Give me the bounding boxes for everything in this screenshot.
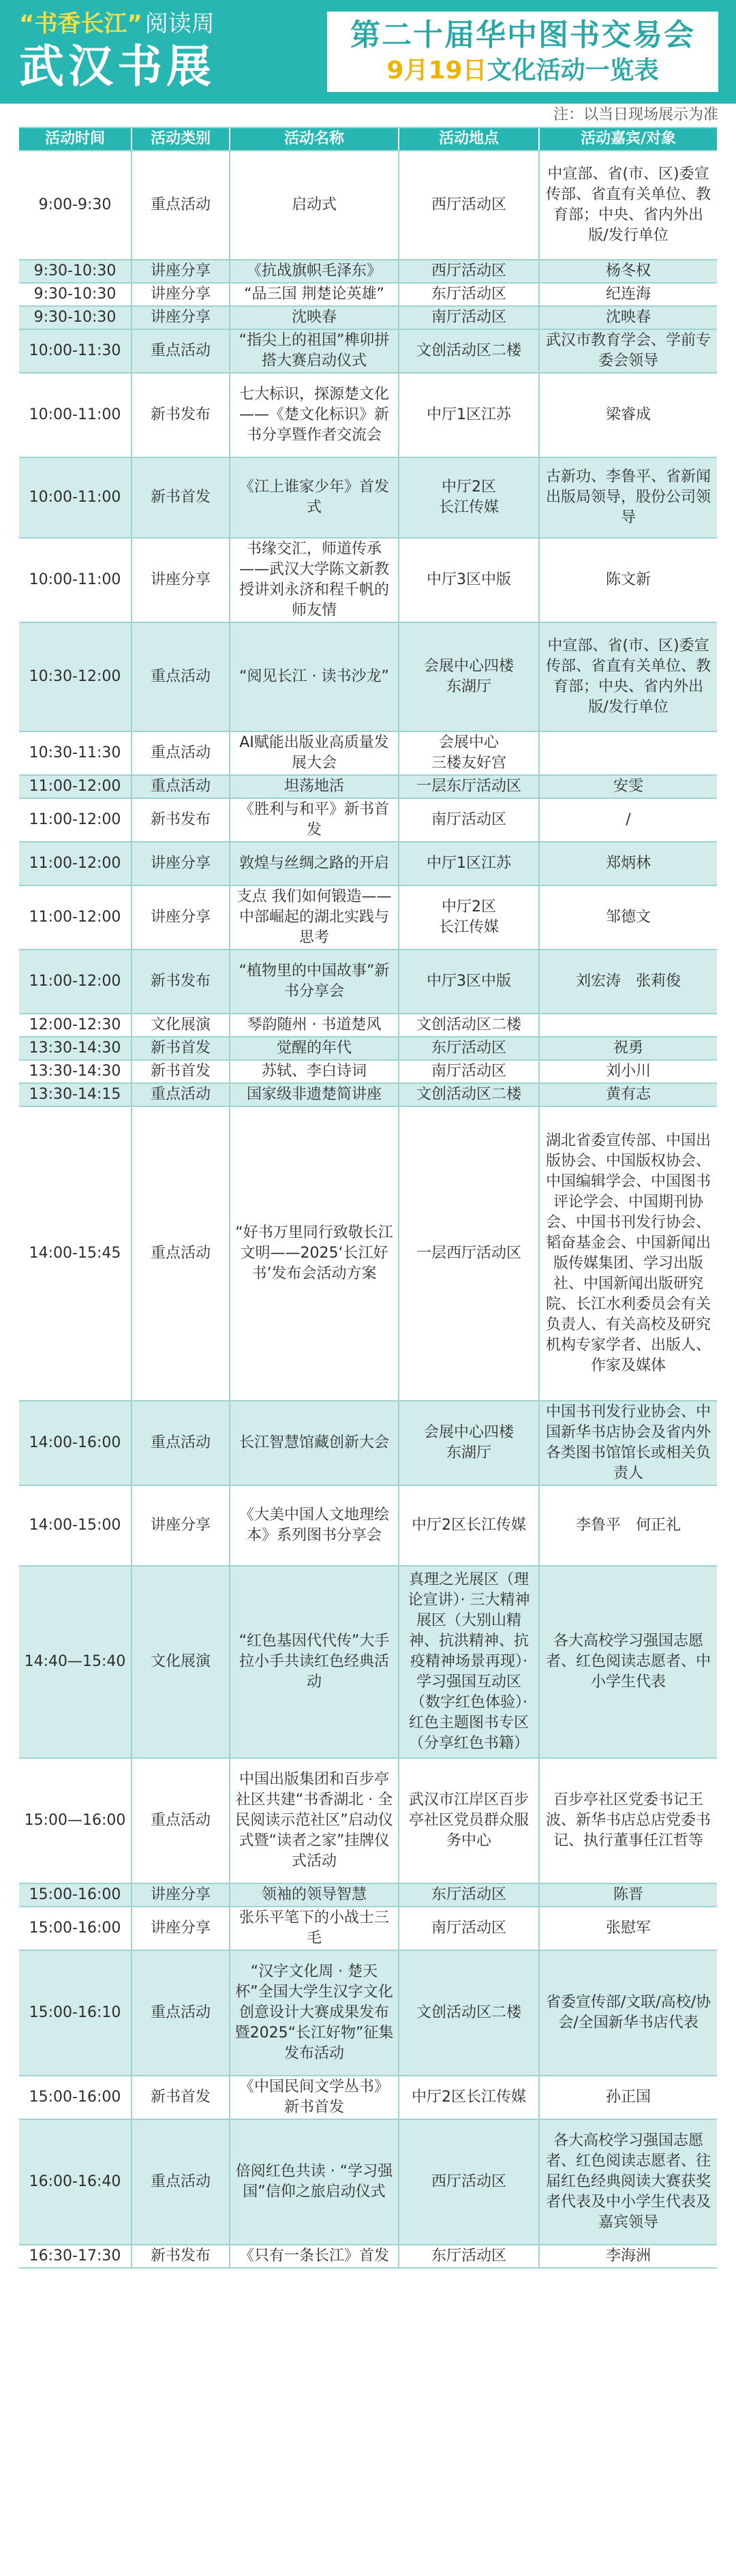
row-guest: 郑炳林 (605, 855, 651, 872)
row-guest: 梁睿成 (605, 406, 651, 423)
row-name: 国家级非遗楚简讲座 (230, 1084, 399, 1106)
schedule-table (19, 127, 717, 2269)
row-type: 重点活动 (132, 2120, 230, 2244)
row-name: “好书万里同行致敬长江文明——2025‘长江好书’发布会活动方案 (230, 1107, 399, 1400)
book-fair-title: 武汉书展 (19, 40, 215, 93)
column-header-time: 活动时间 (19, 128, 132, 150)
row-type: 讲座分享 (132, 260, 230, 282)
row-time: 15:00—16:00 (19, 1759, 132, 1883)
row-place: 中厅2区 长江传媒 (399, 458, 540, 537)
table-row (19, 1907, 717, 1951)
table-row (19, 1884, 717, 1907)
row-time: 11:00-12:00 (19, 776, 132, 798)
row-guest: 张慰军 (605, 1920, 651, 1937)
row-guest: 刘宏涛 张莉俊 (575, 973, 681, 990)
table-row (19, 776, 717, 799)
row-name: 启动式 (230, 151, 399, 259)
row-place: 武汉市江岸区百步亭社区党员群众服务中心 (399, 1759, 540, 1883)
row-name: 支点 我们如何锻造——中部崛起的湖北实践与思考 (230, 886, 399, 949)
row-place: 文创活动区二楼 (399, 1014, 540, 1036)
row-place: 一层西厅活动区 (399, 1107, 540, 1400)
row-type: 文化展演 (132, 1014, 230, 1036)
tagline-highlight: “书香长江” (19, 10, 142, 37)
row-guest: 省委宣传部/文联/高校/协会/全国新华书店代表 (545, 1994, 711, 2031)
row-time: 14:00-16:00 (19, 1401, 132, 1485)
row-time: 16:30-17:30 (19, 2245, 132, 2267)
row-type: 讲座分享 (132, 1907, 230, 1950)
row-type: 新书发布 (132, 374, 230, 457)
row-place: 东厅活动区 (399, 1884, 540, 1906)
row-guest: 安雯 (613, 778, 643, 795)
row-time: 10:00-11:00 (19, 539, 132, 622)
row-time: 11:00-12:00 (19, 950, 132, 1013)
row-place: 中厅1区江苏 (399, 843, 540, 885)
row-place: 东厅活动区 (399, 2245, 540, 2267)
row-guest: 沈映春 (605, 309, 651, 326)
disclaimer-note: 注：以当日现场展示为准 (553, 106, 718, 123)
row-name: 沈映春 (230, 307, 399, 329)
row-type: 新书发布 (132, 950, 230, 1013)
brand-block (19, 9, 215, 95)
row-guest: 武汉市教育学会、学前专委会领导 (545, 332, 711, 369)
row-type: 文化展演 (132, 1566, 230, 1757)
row-guest: 湖北省委宣传部、中国出版协会、中国版权协会、中国编辑学会、中国图书评论学会、中国期刊协会、中国书刊发行协会、韬奋基金会、中国新闻出版传媒集团、学习出版社、中国新闻出版研究院、长江水利委员会有关负责人、有关高校及研究机构专家学者、出版人、作家及媒体 (545, 1132, 711, 1374)
row-name: “红色基因代代传”大手拉小手共读红色经典活动 (230, 1566, 399, 1757)
row-type: 重点活动 (132, 776, 230, 798)
row-place: 东厅活动区 (399, 1037, 540, 1059)
row-time: 11:00-12:00 (19, 799, 132, 841)
row-time: 16:00-16:40 (19, 2120, 132, 2244)
row-type: 重点活动 (132, 732, 230, 774)
row-time: 15:00-16:00 (19, 1907, 132, 1950)
row-time: 14:00-15:00 (19, 1486, 132, 1565)
row-guest: / (626, 811, 631, 828)
row-type: 新书首发 (132, 2076, 230, 2119)
row-time: 10:00-11:30 (19, 330, 132, 372)
row-time: 9:00-9:30 (19, 151, 132, 259)
table-row (19, 1037, 717, 1061)
table-row (19, 950, 717, 1014)
row-name: AI赋能出版业高质量发展大会 (230, 732, 399, 774)
row-time: 15:00-16:10 (19, 1951, 132, 2075)
row-name: “汉字文化周 · 楚天杯”全国大学生汉字文化创意设计大赛成果发布暨2025“长江好物”征集发布活动 (230, 1951, 399, 2075)
table-row (19, 2120, 717, 2245)
row-type: 重点活动 (132, 623, 230, 731)
table-row (19, 260, 717, 284)
table-row (19, 1061, 717, 1084)
row-guest: 纪连海 (605, 286, 651, 303)
table-row (19, 1107, 717, 1401)
row-type: 重点活动 (132, 1401, 230, 1485)
schedule-subtitle (386, 55, 658, 87)
row-type: 讲座分享 (132, 886, 230, 949)
table-body (19, 151, 717, 2269)
row-name: “指尖上的祖国”榫卯拼搭大赛启动仪式 (230, 330, 399, 372)
row-guest: 各大高校学习强国志愿者、红色阅读志愿者、中小学生代表 (545, 1633, 711, 1691)
row-place: 中厅2区 长江传媒 (399, 886, 540, 949)
row-place: 南厅活动区 (399, 1061, 540, 1082)
row-type: 重点活动 (132, 1084, 230, 1106)
row-name: 琴韵随州 · 书道楚风 (230, 1014, 399, 1036)
row-time: 13:30-14:15 (19, 1084, 132, 1106)
row-guest: 中国书刊发行业协会、中国新华书店协会及省内外各类图书馆馆长或相关负责人 (545, 1404, 711, 1482)
row-name: 觉醒的年代 (230, 1037, 399, 1059)
table-row (19, 2076, 717, 2120)
row-place: 南厅活动区 (399, 799, 540, 841)
row-type: 讲座分享 (132, 307, 230, 329)
row-type: 新书发布 (132, 799, 230, 841)
row-name: 敦煌与丝绸之路的开启 (230, 843, 399, 885)
row-place: 南厅活动区 (399, 307, 540, 329)
row-name: 书缘交汇，师道传承——武汉大学陈文新教授讲刘永济和程千帆的师友情 (230, 539, 399, 622)
row-name: 领袖的领导智慧 (230, 1884, 399, 1906)
row-guest: 李海洲 (605, 2247, 651, 2264)
row-name: 倍阅红色共读 · “学习强国”信仰之旅启动仪式 (230, 2120, 399, 2244)
row-guest (540, 732, 717, 774)
row-place: 文创活动区二楼 (399, 1951, 540, 2075)
column-header-name: 活动名称 (230, 128, 399, 150)
row-place: 西厅活动区 (399, 151, 540, 259)
row-name: 长江智慧馆藏创新大会 (230, 1401, 399, 1485)
row-name: 《大美中国人文地理绘本》系列图书分享会 (230, 1486, 399, 1565)
row-name: 七大标识，探源楚文化——《楚文化标识》新书分享暨作者交流会 (230, 374, 399, 457)
row-guest: 百步亭社区党委书记王波、新华书店总店党委书记、执行董事任江哲等 (545, 1791, 711, 1849)
row-place: 会展中心四楼 东湖厅 (399, 1401, 540, 1485)
row-guest: 李鲁平 何正礼 (575, 1517, 681, 1534)
table-row (19, 2245, 717, 2269)
table-row (19, 1486, 717, 1566)
row-name: 《抗战旗帜毛泽东》 (230, 260, 399, 282)
row-guest: 杨冬权 (605, 262, 651, 279)
row-time: 15:00-16:00 (19, 2076, 132, 2119)
column-header-type: 活动类别 (132, 128, 230, 150)
row-type: 新书发布 (132, 2245, 230, 2267)
row-type: 讲座分享 (132, 1486, 230, 1565)
table-row (19, 886, 717, 950)
table-row (19, 374, 717, 458)
row-place: 文创活动区二楼 (399, 1084, 540, 1106)
row-name: 《只有一条长江》首发 (230, 2245, 399, 2267)
row-type: 重点活动 (132, 330, 230, 372)
row-type: 讲座分享 (132, 1884, 230, 1906)
row-time: 10:30-11:30 (19, 732, 132, 774)
row-name: 苏轼、李白诗词 (230, 1061, 399, 1082)
reading-week-tagline (19, 9, 215, 39)
row-place: 东厅活动区 (399, 284, 540, 305)
row-guest: 邹德文 (605, 909, 651, 926)
row-type: 重点活动 (132, 1759, 230, 1883)
row-guest: 刘小川 (605, 1063, 651, 1080)
table-row (19, 1759, 717, 1884)
row-guest: 孙正国 (605, 2089, 651, 2106)
table-row (19, 539, 717, 623)
row-time: 11:00-12:00 (19, 843, 132, 885)
table-row (19, 1566, 717, 1759)
row-name: 《江上谁家少年》首发式 (230, 458, 399, 537)
row-time: 15:00-16:00 (19, 1884, 132, 1906)
row-guest: 祝勇 (613, 1040, 643, 1057)
row-guest: 各大高校学习强国志愿者、红色阅读志愿者、往届红色经典阅读大赛获奖者代表及中小学生代表及嘉宾领导 (545, 2132, 711, 2231)
page-header (0, 0, 736, 104)
table-row (19, 1084, 717, 1107)
row-place: 文创活动区二楼 (399, 330, 540, 372)
row-name: 《中国民间文学丛书》新书首发 (230, 2076, 399, 2119)
row-time: 10:00-11:00 (19, 458, 132, 537)
row-place: 西厅活动区 (399, 2120, 540, 2244)
subtitle-rest: 文化活动一览表 (487, 57, 659, 85)
row-name: 张乐平笔下的小战士三毛 (230, 1907, 399, 1950)
row-type: 重点活动 (132, 151, 230, 259)
row-place: 中厅2区长江传媒 (399, 1486, 540, 1565)
table-row (19, 307, 717, 330)
table-header (19, 128, 717, 151)
column-header-guest: 活动嘉宾/对象 (580, 130, 677, 147)
row-place: 真理之光展区（理论宣讲）· 三大精神展区（大别山精神、抗洪精神、抗疫精神场景再现）· 学习强国互动区（数字红色体验）· 红色主题图书专区（分享红色书籍） (399, 1566, 540, 1757)
row-type: 重点活动 (132, 1107, 230, 1400)
row-name: 坦荡地活 (230, 776, 399, 798)
table-row (19, 1401, 717, 1486)
row-name: “品三国 荆楚论英雄” (230, 284, 399, 305)
row-type: 新书首发 (132, 458, 230, 537)
row-guest: 中宣部、省(市、区)委宣传部、省直有关单位、教育部；中央、省内外出版/发行单位 (545, 166, 711, 244)
event-date: 9月19日 (386, 57, 487, 85)
row-guest: 陈文新 (605, 571, 651, 588)
row-place: 中厅3区中版 (399, 539, 540, 622)
row-name: “阅见长江 · 读书沙龙” (230, 623, 399, 731)
row-type: 新书首发 (132, 1061, 230, 1082)
table-row (19, 284, 717, 307)
row-name: 《胜利与和平》新书首发 (230, 799, 399, 841)
table-row (19, 799, 717, 843)
header-title-box (327, 12, 718, 92)
table-row (19, 330, 717, 374)
table-row (19, 843, 717, 886)
row-time: 10:30-12:00 (19, 623, 132, 731)
row-guest: 黄有志 (605, 1086, 651, 1103)
tagline-rest: 阅读周 (144, 10, 215, 37)
table-row (19, 732, 717, 776)
table-row (19, 458, 717, 539)
row-guest: 古新功、李鲁平、省新闻出版局领导，股份公司领导 (545, 468, 711, 526)
row-time: 14:00-15:45 (19, 1107, 132, 1400)
row-time: 9:30-10:30 (19, 284, 132, 305)
row-type: 讲座分享 (132, 284, 230, 305)
row-type: 新书首发 (132, 1037, 230, 1059)
table-row (19, 151, 717, 260)
row-time: 13:30-14:30 (19, 1037, 132, 1059)
row-name: 中国出版集团和百步亭社区共建“书香湖北 · 全民阅读示范社区”启动仪式暨“读者之家”挂牌仪式活动 (230, 1759, 399, 1883)
table-row (19, 1014, 717, 1037)
row-guest: 陈晋 (613, 1886, 643, 1903)
row-time: 12:00-12:30 (19, 1014, 132, 1036)
row-guest: 中宣部、省(市、区)委宣传部、省直有关单位、教育部；中央、省内外出版/发行单位 (545, 637, 711, 716)
table-row (19, 1951, 717, 2076)
fair-name: 第二十届华中图书交易会 (350, 18, 695, 52)
row-type: 重点活动 (132, 1951, 230, 2075)
column-header-place: 活动地点 (399, 128, 540, 150)
row-time: 14:40—15:40 (19, 1566, 132, 1757)
row-name: “植物里的中国故事”新书分享会 (230, 950, 399, 1013)
row-place: 会展中心四楼 东湖厅 (399, 623, 540, 731)
row-place: 中厅2区长江传媒 (399, 2076, 540, 2119)
row-time: 10:00-11:00 (19, 374, 132, 457)
row-time: 13:30-14:30 (19, 1061, 132, 1082)
row-place: 中厅3区中版 (399, 950, 540, 1013)
row-time: 9:30-10:30 (19, 307, 132, 329)
row-place: 南厅活动区 (399, 1907, 540, 1950)
row-place: 会展中心 三楼友好宫 (399, 732, 540, 774)
row-place: 一层东厅活动区 (399, 776, 540, 798)
row-time: 9:30-10:30 (19, 260, 132, 282)
row-type: 讲座分享 (132, 539, 230, 622)
row-type: 讲座分享 (132, 843, 230, 885)
table-row (19, 623, 717, 732)
row-time: 11:00-12:00 (19, 886, 132, 949)
row-place: 中厅1区江苏 (399, 374, 540, 457)
row-guest (540, 1014, 717, 1036)
row-place: 西厅活动区 (399, 260, 540, 282)
